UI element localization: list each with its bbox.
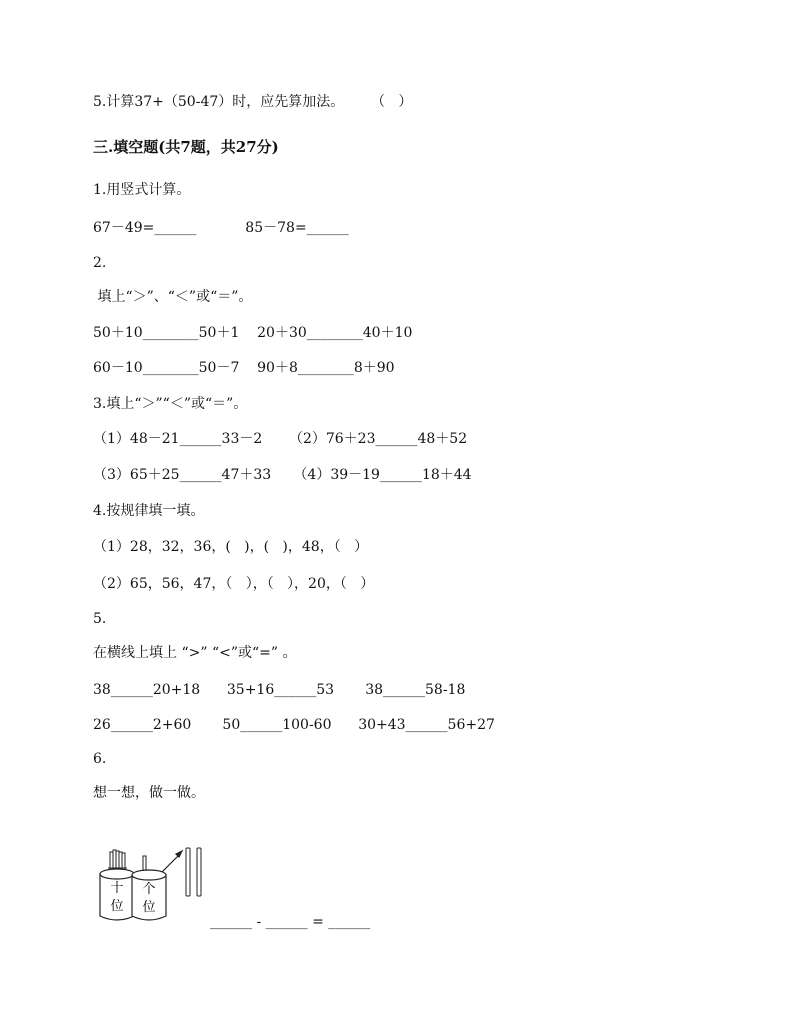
q5-number: 5. xyxy=(93,611,107,627)
counting-rods-place-value-illustration xyxy=(96,842,216,924)
section-3-title: 三.填空题(共7题，共27分) xyxy=(93,138,279,156)
q1-title: 1.用竖式计算。 xyxy=(93,182,191,198)
q5-instruction: 在横线上填上 “>” “<”或“=” 。 xyxy=(93,645,297,661)
q3-row-2: （3）65＋25______47＋33 （4）39－19______18＋44 xyxy=(93,467,472,483)
q6-instruction: 想一想，做一做。 xyxy=(93,785,205,801)
q3-row-1: （1）48－21______33－2 （2）76＋23______48＋52 xyxy=(93,431,468,447)
q3-title: 3.填上“＞”“＜”或“＝”。 xyxy=(93,396,248,412)
q5-row-2: 26______2+60 50______100-60 30+43______56+27 xyxy=(93,717,495,733)
q2-row-2: 60－10________50－7 90＋8________8＋90 xyxy=(93,360,395,376)
q4-row-2: （2）65，56，47，（ ），（ ），20，（ ） xyxy=(93,576,375,592)
loose-sticks-icon xyxy=(186,848,201,896)
q2-row-1: 50＋10________50＋1 20＋30________40＋10 xyxy=(93,325,413,341)
ones-label: 个位 xyxy=(142,882,156,915)
q2-number: 2. xyxy=(93,255,107,271)
arrow-icon xyxy=(162,851,182,872)
q5-row-1: 38______20+18 35+16______53 38______58-18 xyxy=(93,682,466,698)
q4-title: 4.按规律填一填。 xyxy=(93,503,205,519)
q4-row-1: （1）28，32，36，( )，( )，48，（ ） xyxy=(93,539,369,555)
q5-judge-question: 5.计算37+（50-47）时，应先算加法。 （ ） xyxy=(93,94,413,110)
q1-problems: 67－49=______ 85－78=______ xyxy=(93,220,349,236)
q6-equation: ______ - ______ = ______ xyxy=(210,914,371,930)
q2-instruction: 填上“＞”、“＜”或“＝”。 xyxy=(93,289,253,305)
tens-label: 十位 xyxy=(110,881,124,914)
q6-number: 6. xyxy=(93,751,107,767)
